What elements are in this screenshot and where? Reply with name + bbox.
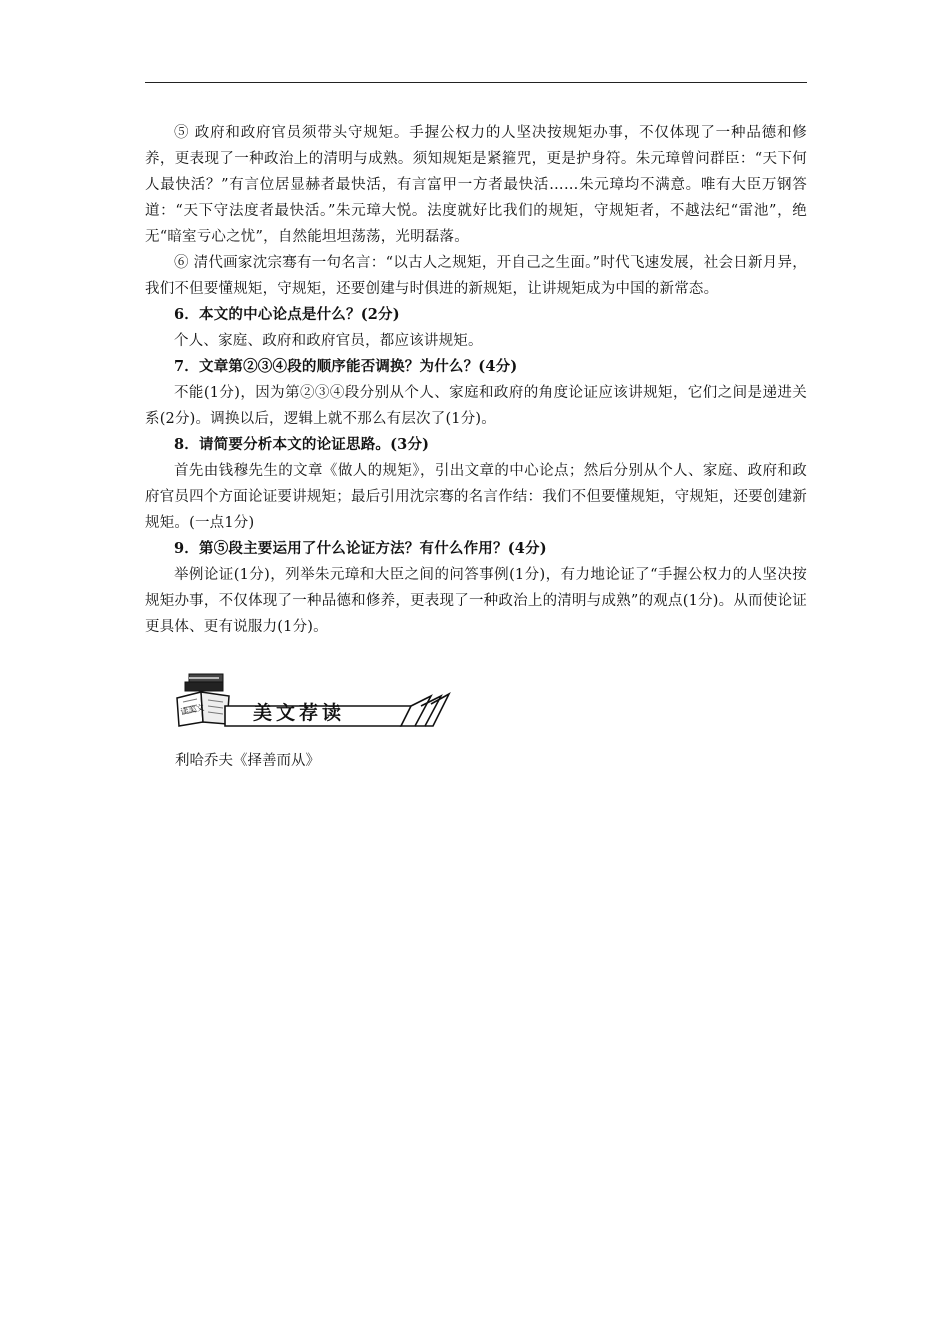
question-text: 第⑤段主要运用了什么论证方法？有什么作用？(4分) <box>199 540 547 557</box>
document-body <box>145 120 807 640</box>
answer-6: 个人、家庭、政府和政府官员，都应该讲规矩。 <box>174 333 483 349</box>
book-label: 读美文 <box>179 702 205 717</box>
question-number: 7． <box>174 358 199 375</box>
paragraph-5: ⑤ 政府和政府官员须带头守规矩。手握公权力的人坚决按规矩办事，不仅体现了一种品德和修养，更表现了一种政治上的清明与成熟。须知规矩是紧箍咒，更是护身符。朱元璋曾问群臣：“天下何人最快活？”有言位居显赫者最快活，有言富甲一方者最快活……朱元璋均不满意。唯有大臣万钢答道：“天下守法度者最快活。”朱元璋大悦。法度就好比我们的规矩，守规矩者，不越法纪“雷池”，绝无“暗室亏心之忧”，自然能坦坦荡荡，光明磊落。 <box>145 125 807 245</box>
answer-7: 不能(1分)，因为第②③④段分别从个人、家庭和政府的角度论证应该讲规矩，它们之间是递进关系(2分)。调换以后，逻辑上就不那么有层次了(1分)。 <box>145 385 807 427</box>
paragraph-6: ⑥ 清代画家沈宗骞有一句名言：“以古人之规矩，开自己之生面。”时代飞速发展，社会日新月异，我们不但要懂规矩，守规矩，还要创建与时俱进的新规矩，让讲规矩成为中国的新常态。 <box>145 255 807 297</box>
question-6 <box>145 302 807 328</box>
question-9 <box>145 536 807 562</box>
question-number: 8． <box>174 436 199 453</box>
header-rule <box>145 82 807 83</box>
question-text: 请简要分析本文的论证思路。(3分) <box>199 436 430 453</box>
question-7 <box>145 354 807 380</box>
question-text: 本文的中心论点是什么？(2分) <box>199 306 400 323</box>
recommendation-text: 利哈乔夫《择善而从》 <box>175 753 320 769</box>
question-text: 文章第②③④段的顺序能否调换？为什么？(4分) <box>199 358 518 375</box>
question-number: 9． <box>174 540 199 557</box>
question-number: 6． <box>174 306 199 323</box>
section-title: 美文荐读 <box>253 702 346 724</box>
section-banner <box>175 668 455 730</box>
question-8 <box>145 432 807 458</box>
answer-9: 举例论证(1分)，列举朱元璋和大臣之间的问答事例(1分)，有力地论证了“手握公权力的人坚决按规矩办事，不仅体现了一种品德和修养，更表现了一种政治上的清明与成熟”的观点(1分)。从而使论证更具体、更有说服力(1分)。 <box>145 567 807 635</box>
answer-8: 首先由钱穆先生的文章《做人的规矩》，引出文章的中心论点；然后分别从个人、家庭、政府和政府官员四个方面论证要讲规矩；最后引用沈宗骞的名言作结：我们不但要懂规矩，守规矩，还要创建新规矩。(一点1分) <box>145 463 807 531</box>
